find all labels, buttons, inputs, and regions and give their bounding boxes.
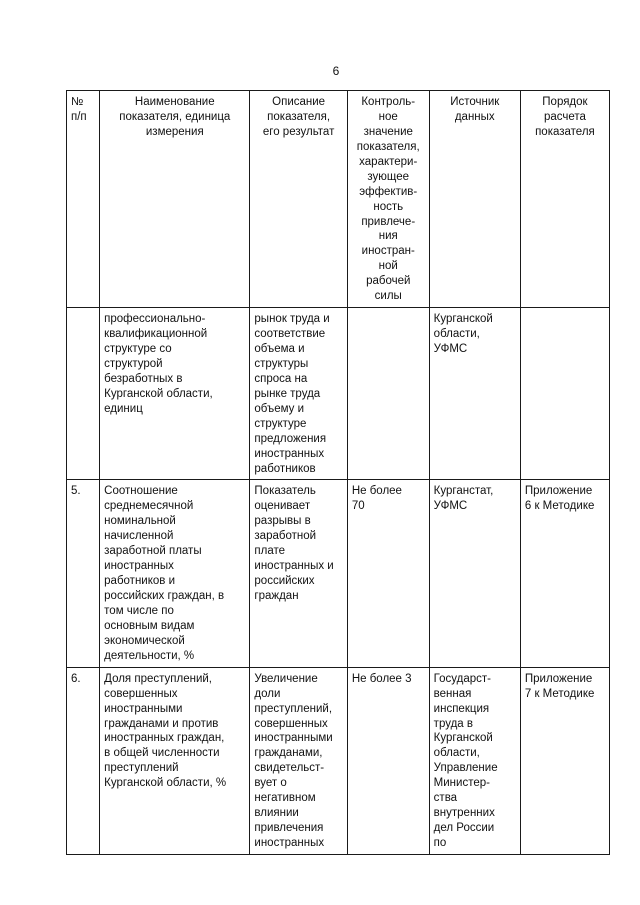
cell-data-source: Курганстат, УФМС — [429, 480, 520, 667]
table-header-row — [67, 91, 610, 308]
cell-data-source: Государст- венная инспекция труда в Курганской области, Управление Министер- ства внутренних дел России по — [429, 667, 520, 854]
cell-number — [67, 308, 100, 480]
cell-data-source: Курганской области, УФМС — [429, 308, 520, 480]
cell-control-value: Не более 3 — [347, 667, 429, 854]
cell-indicator-name: Доля преступлений, совершенных иностранными гражданами и против иностранных граждан, в общей численности преступлений Курганской области, % — [100, 667, 250, 854]
cell-control-value — [347, 308, 429, 480]
cell-calculation-procedure: Приложение 6 к Методике — [520, 480, 609, 667]
cell-indicator-description: рынок труда и соответствие объема и структуры спроса на рынке труда объему и структуре предложения иностранных работников — [250, 308, 347, 480]
header-data-source: Источник данных — [429, 91, 520, 308]
cell-calculation-procedure: Приложение 7 к Методике — [520, 667, 609, 854]
cell-number: 5. — [67, 480, 100, 667]
cell-indicator-name: Соотношение среднемесячной номинальной начисленной заработной платы иностранных работников и российских граждан, в том числе по основным видам экономической деятельности, % — [100, 480, 250, 667]
table-row — [67, 308, 610, 480]
cell-indicator-description: Увеличение доли преступлений, совершенных иностранными гражданами, свидетельст- вует о негативном влиянии привлечения иностранных — [250, 667, 347, 854]
page-number: 6 — [332, 64, 340, 78]
header-number: № п/п — [67, 91, 100, 308]
indicators-table — [66, 90, 610, 855]
cell-indicator-name: профессионально- квалификационной структуре со структурой безработных в Курганской области, единиц — [100, 308, 250, 480]
table-row — [67, 667, 610, 854]
header-calculation-procedure: Порядок расчета показателя — [520, 91, 609, 308]
table-row — [67, 480, 610, 667]
header-indicator-name: Наименование показателя, единица измерения — [100, 91, 250, 308]
header-control-value: Контроль- ное значение показателя, характери- зующее эффектив- ность привлече- ния иностран- ной рабочей силы — [347, 91, 429, 308]
header-indicator-description: Описание показателя, его результат — [250, 91, 347, 308]
cell-number: 6. — [67, 667, 100, 854]
cell-control-value: Не более 70 — [347, 480, 429, 667]
cell-calculation-procedure — [520, 308, 609, 480]
cell-indicator-description: Показатель оценивает разрывы в заработной плате иностранных и российских граждан — [250, 480, 347, 667]
